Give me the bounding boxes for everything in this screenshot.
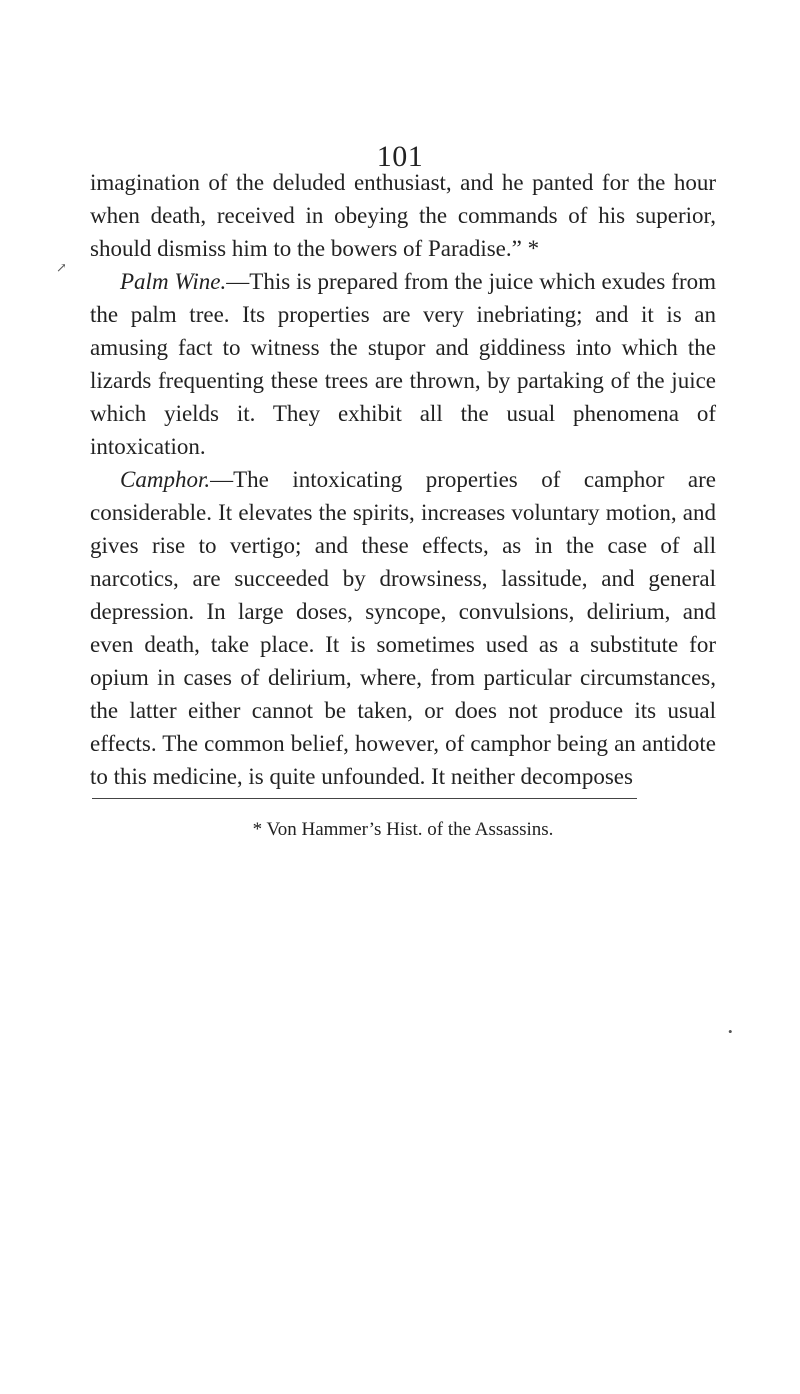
paragraph-text: imagination of the deluded enthusiast, and he panted for the hour when death, received in obeying the commands of his superior, should dismiss him to the bowers of Paradise.” * bbox=[90, 170, 716, 261]
body-text bbox=[90, 166, 716, 793]
paragraph-text: —This is prepared from the juice which exudes from the palm tree. Its properties are very inebriating; and it is an amusing fact to witness the stupor and giddiness into which the lizards frequenting these trees are thrown, by partaking of the juice which yields it. They exhibit all the usual phenomena of intoxication. bbox=[90, 269, 716, 459]
paragraph-palm-wine bbox=[90, 265, 716, 463]
page-number: 101 bbox=[376, 140, 424, 173]
paragraph-heading: Camphor. bbox=[120, 467, 211, 492]
paragraph-text: —The intoxicating properties of camphor are considerable. It elevates the spirits, increases voluntary motion, and gives rise to vertigo; and these effects, as in the case of all narcotics, are succeeded by drowsiness, lassitude, and general depression. In large doses, syncope, convulsions, delirium, and even death, take place. It is sometimes used as a substitute for opium in cases of delirium, where, from particular circumstances, the latter either cannot be taken, or does not produce its usual effects. The common belief, however, of camphor being an antidote to this medicine, is quite unfounded. It neither decomposes bbox=[90, 467, 716, 789]
margin-mark-speck: • bbox=[728, 1024, 733, 1039]
paragraph-continuation bbox=[90, 166, 716, 265]
margin-mark-arrow: ↗ bbox=[56, 260, 67, 275]
paragraph-camphor bbox=[90, 463, 716, 793]
footnote-divider bbox=[92, 798, 637, 799]
paragraph-heading: Palm Wine. bbox=[120, 269, 227, 294]
footnote: * Von Hammer’s Hist. of the Assassins. bbox=[252, 819, 554, 840]
